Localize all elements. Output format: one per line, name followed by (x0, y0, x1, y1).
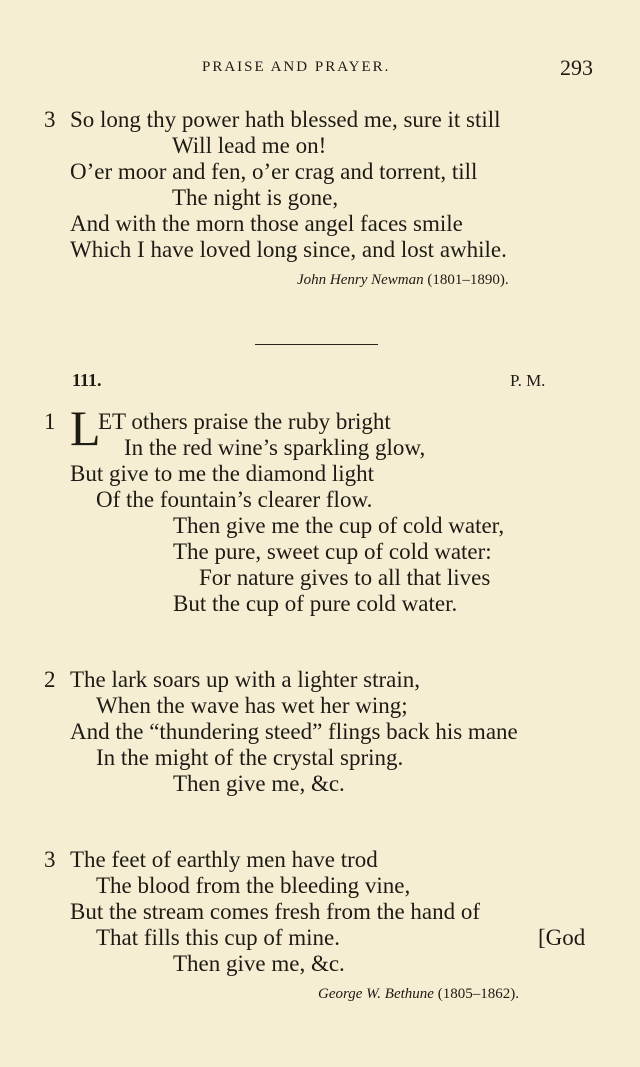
verse-line: Then give me, &c. (173, 771, 345, 796)
stanza-number: 2 (44, 667, 56, 692)
attribution-dates: (1805–1862). (437, 986, 519, 1002)
verse-line: For nature gives to all that lives (199, 565, 491, 590)
attribution (318, 987, 519, 1002)
verse-line: The pure, sweet cup of cold water: (173, 539, 492, 564)
verse-line: But give to me the diamond light (70, 461, 375, 486)
verse-line: Which I have loved long since, and lost awhile. (70, 237, 507, 262)
verse-line: But the cup of pure cold water. (173, 591, 458, 616)
running-header: PRAISE AND PRAYER. (202, 59, 391, 75)
verse-line: Then give me the cup of cold water, (173, 513, 505, 538)
stanza-number: 1 (44, 409, 56, 434)
drop-cap: L (70, 400, 101, 456)
hymn-meter: P. M. (510, 371, 546, 390)
attribution (297, 273, 509, 288)
verse-line: That fills this cup of mine. (96, 925, 341, 950)
verse-line: And the “thundering steed” flings back his mane (70, 719, 518, 744)
verse-line: In the might of the crystal spring. (96, 745, 404, 770)
verse-line: O’er moor and fen, o’er crag and torrent, till (70, 159, 478, 184)
verse-line: Will lead me on! (172, 133, 327, 158)
verse-line: Of the fountain’s clearer flow. (96, 487, 373, 512)
verse-line: But the stream comes fresh from the hand of (70, 899, 481, 924)
verse-line-turnover: [God (538, 925, 586, 950)
verse-line: When the wave has wet her wing; (96, 693, 408, 718)
attribution-author: George W. Bethune (318, 986, 434, 1002)
hymn-number: 111. (72, 370, 102, 390)
verse-line: The night is gone, (172, 185, 339, 210)
verse-line: In the red wine’s sparkling glow, (124, 435, 426, 460)
verse-line: So long thy power hath blessed me, sure it still (70, 107, 501, 132)
section-divider (255, 344, 378, 345)
verse-line: The blood from the bleeding vine, (96, 873, 411, 898)
attribution-author: John Henry Newman (297, 272, 424, 288)
verse-line: Then give me, &c. (173, 951, 345, 976)
stanza-number: 3 (44, 847, 56, 872)
stanza-number: 3 (44, 107, 56, 132)
verse-line: ET others praise the ruby bright (98, 409, 391, 434)
verse-line: And with the morn those angel faces smile (70, 211, 463, 236)
verse-line: The lark soars up with a lighter strain, (70, 667, 421, 692)
page-number: 293 (560, 55, 593, 80)
attribution-dates: (1801–1890). (427, 272, 509, 288)
verse-line: The feet of earthly men have trod (70, 847, 378, 872)
